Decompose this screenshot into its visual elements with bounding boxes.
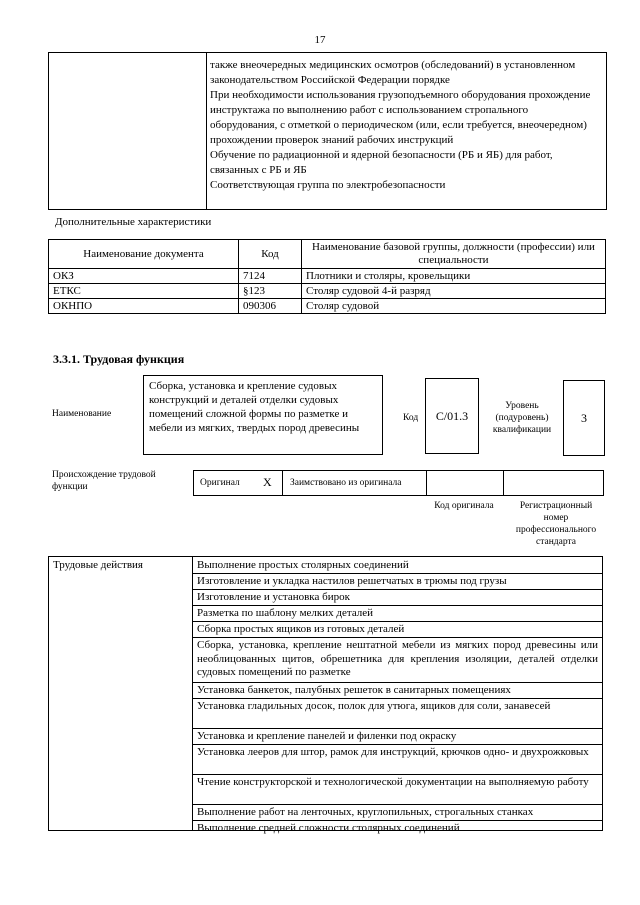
requirements-continuation-table (48, 52, 607, 210)
qualification-level-box: 3 (563, 380, 605, 456)
labor-actions-list (193, 557, 602, 836)
code-cell: §123 (239, 284, 302, 299)
list-item: Выполнение простых столярных соединений (193, 557, 602, 574)
doc-cell: ОКЗ (49, 269, 239, 284)
list-item: Изготовление и установка бирок (193, 590, 602, 606)
name-label: Наименование (52, 409, 112, 419)
group-cell: Плотники и столяры, кровельщики (302, 269, 606, 284)
column-divider (206, 53, 207, 209)
original-label: Оригинал (200, 478, 240, 488)
list-item: Установка банкеток, палубных решеток в санитарных помещениях (193, 683, 602, 699)
header-code: Код (239, 240, 302, 269)
cell-divider (503, 471, 504, 495)
origin-label: Происхождение трудовой функции (52, 470, 156, 492)
code-cell: 090306 (239, 299, 302, 314)
cell-divider (282, 471, 283, 495)
labor-function-heading: 3.3.1. Трудовая функция (53, 352, 185, 366)
function-code-box: С/01.3 (425, 378, 479, 454)
requirement-line: Соответствующая группа по электробезопасности (210, 179, 446, 191)
list-item: Выполнение средней сложности столярных соединений (197, 822, 460, 834)
code-cell: 7124 (239, 269, 302, 284)
level-label: Уровень (подуровень) квалификации (492, 401, 552, 435)
requirements-text (210, 58, 598, 193)
requirement-line: Обучение по радиационной и ядерной безопасности (РБ и ЯБ) для работ, связанных с РБ и ЯБ (210, 149, 553, 176)
table-row (49, 299, 606, 314)
table-row (49, 284, 606, 299)
doc-cell: ЕТКС (49, 284, 239, 299)
doc-cell: ОКНПО (49, 299, 239, 314)
list-item: Сборка, установка, крепление нештатной мебели из мягких пород древесины или необлицованных щитов, обрешетника для крепления изоляции, деталей отделки судовых помещений по разметке (193, 638, 602, 683)
function-name-box: Сборка, установка и крепление судовых конструкций и деталей отделки судовых помещений сложной формы по разметке и мебели из мягких, твердых пород древесины (143, 375, 383, 455)
list-item: Установка лееров для штор, рамок для инструкций, крючков одно- и двухрожковых (193, 745, 602, 775)
list-item: Чтение конструкторской и технологической документации на выполняемую работу (193, 775, 602, 805)
additional-characteristics-caption: Дополнительные характеристики (55, 216, 212, 228)
list-item: Изготовление и укладка настилов решетчатых в трюмы под грузы (193, 574, 602, 590)
list-item: Установка гладильных досок, полок для утюга, ящиков для соли, занавесей (193, 699, 602, 729)
registration-number-label: Регистрационный номер профессионального стандарта (515, 501, 597, 547)
origin-row (193, 470, 604, 496)
requirement-line: также внеочередных медицинских осмотров (обследований) в установленном законодательством Российской Федерации порядке (210, 59, 576, 86)
table-row (49, 269, 606, 284)
borrowed-label: Заимствовано из оригинала (290, 478, 402, 488)
code-original-label: Код оригинала (434, 501, 494, 511)
list-item: Разметка по шаблону мелких деталей (193, 606, 602, 622)
labor-actions-label-cell (49, 557, 193, 830)
labor-actions-table (48, 556, 603, 834)
group-cell: Столяр судовой (302, 299, 606, 314)
header-document: Наименование документа (49, 240, 239, 269)
additional-characteristics-table (48, 239, 606, 314)
table-header-row (49, 240, 606, 269)
page-number: 17 (314, 34, 326, 46)
cell-divider (426, 471, 427, 495)
list-item: Установка и крепление панелей и филенки под окраску (193, 729, 602, 745)
group-cell: Столяр судовой 4-й разряд (302, 284, 606, 299)
code-label: Код (403, 413, 419, 423)
original-mark: X (263, 475, 272, 489)
list-item: Сборка простых ящиков из готовых деталей (193, 622, 602, 638)
header-group: Наименование базовой группы, должности (профессии) или специальности (302, 240, 606, 269)
list-item: Выполнение работ на ленточных, круглопильных, строгальных станках (193, 805, 602, 821)
requirement-line: При необходимости использования грузоподъемного оборудования прохождение инструктажа по выполнению работ с использованием стропального оборудования, с отметкой о периодическом (или, если требуется, внеочередном) прохождении проверок знаний рабочих инструкций (210, 89, 591, 146)
labor-actions-label: Трудовые действия (53, 559, 143, 571)
